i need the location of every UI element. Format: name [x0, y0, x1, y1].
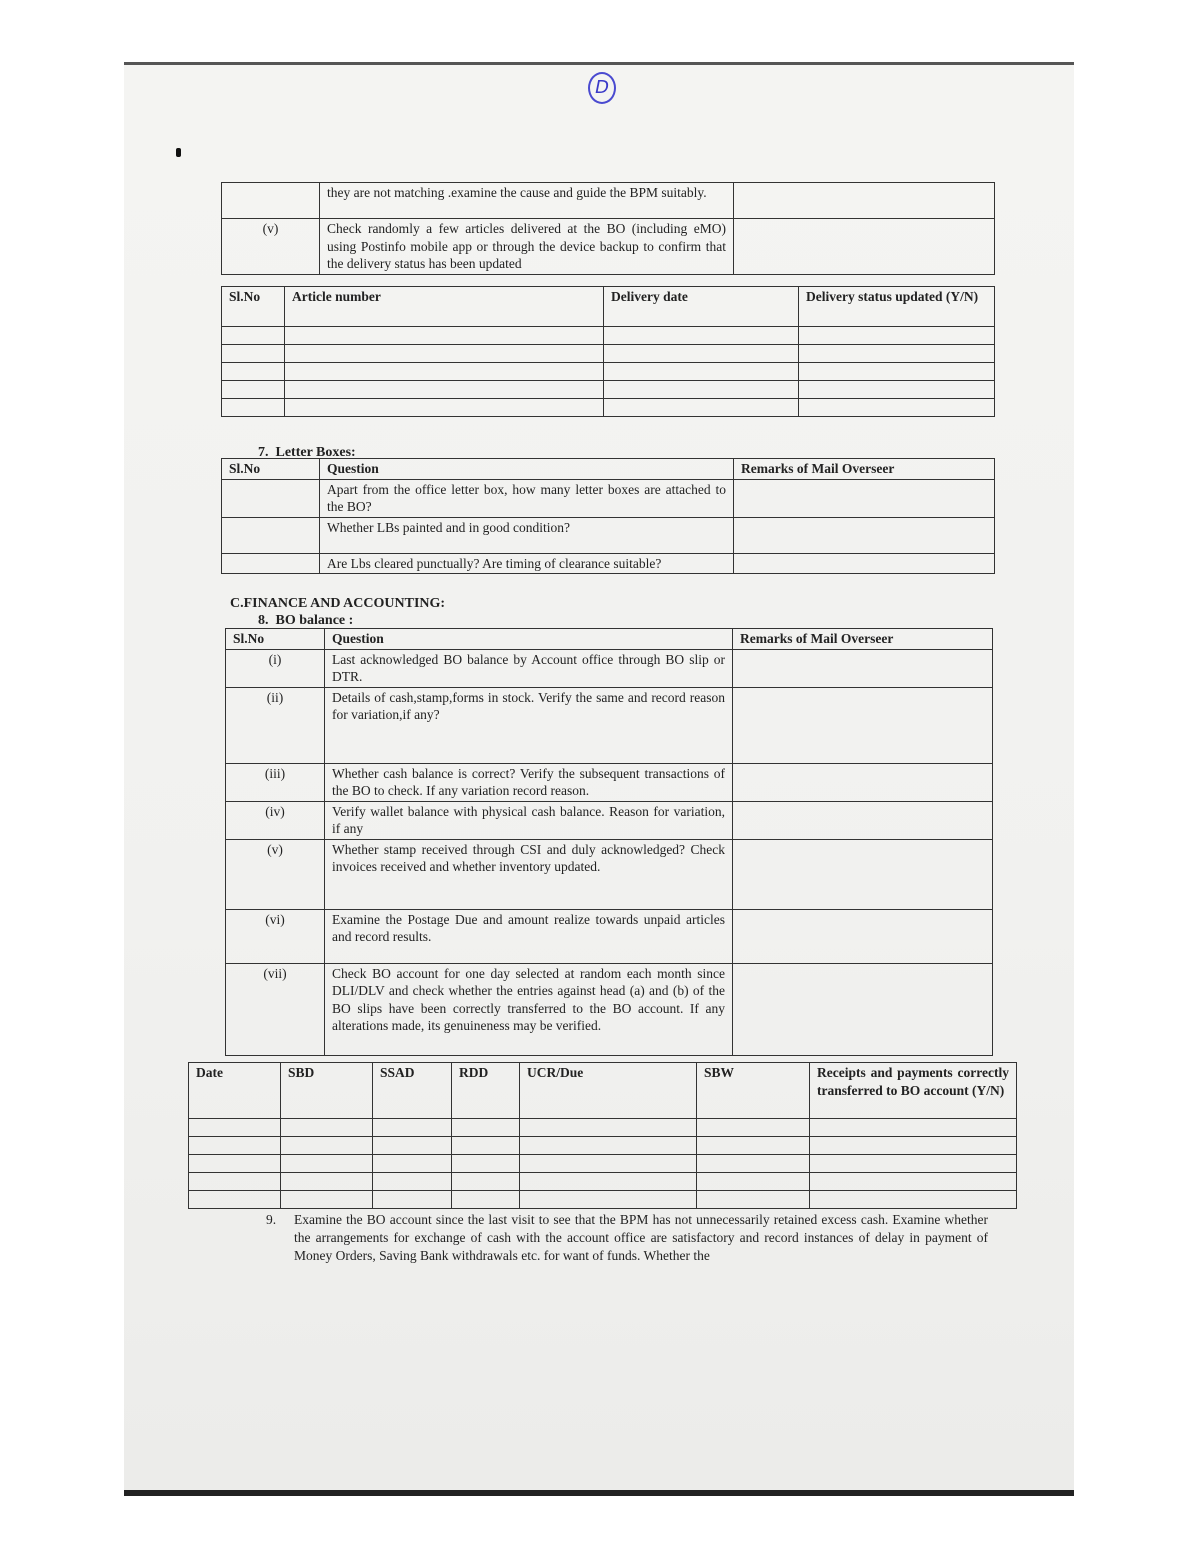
- table-row: [222, 363, 995, 381]
- header-sbw: SBW: [697, 1063, 810, 1119]
- header-delivery-status: Delivery status updated (Y/N): [799, 287, 995, 327]
- section-8-heading: [258, 613, 353, 629]
- header-slno: Sl.No: [222, 287, 285, 327]
- remarks-cell: [733, 687, 993, 763]
- section-c-heading: C.FINANCE AND ACCOUNTING:: [230, 596, 446, 611]
- header-remarks: Remarks of Mail Overseer: [734, 459, 995, 480]
- table-header-row: [222, 459, 995, 480]
- header-date: Date: [189, 1063, 281, 1119]
- sl-cell: (v): [222, 219, 320, 275]
- table-row: [226, 909, 993, 963]
- header-slno: Sl.No: [226, 629, 325, 650]
- table-row: [226, 801, 993, 839]
- page-mark: D: [588, 72, 616, 104]
- sl-cell: [222, 183, 320, 219]
- sl-cell: (vi): [226, 909, 325, 963]
- bo-balance-table: [225, 628, 993, 1056]
- remarks-cell: [733, 839, 993, 909]
- question-cell: Are Lbs cleared punctually? Are timing of clearance suitable?: [320, 553, 734, 574]
- table-row: [226, 763, 993, 801]
- question-cell: they are not matching .examine the cause and guide the BPM suitably.: [320, 183, 734, 219]
- section-number: 8.: [258, 613, 269, 628]
- header-delivery-date: Delivery date: [604, 287, 799, 327]
- header-rdd: RDD: [452, 1063, 520, 1119]
- remarks-cell: [733, 801, 993, 839]
- remarks-cell: [733, 649, 993, 687]
- table-row: [226, 963, 993, 1055]
- table-row: [189, 1119, 1017, 1137]
- table-row: [222, 381, 995, 399]
- remarks-cell: [734, 219, 995, 275]
- question-cell: Check BO account for one day selected at random each month since DLI/DLV and check whether the entries against head (a) and (b) of the BO slips have been correctly transferred to the BO account. If any alterations made, its genuineness may be verified.: [325, 963, 733, 1055]
- item-9-paragraph: [266, 1211, 988, 1264]
- remarks-cell: [733, 909, 993, 963]
- table-row: [222, 219, 995, 275]
- header-question: Question: [320, 459, 734, 480]
- header-ssad: SSAD: [373, 1063, 452, 1119]
- header-article-number: Article number: [285, 287, 604, 327]
- remarks-cell: [733, 963, 993, 1055]
- remarks-cell: [733, 763, 993, 801]
- sl-cell: (v): [226, 839, 325, 909]
- header-question: Question: [325, 629, 733, 650]
- table-header-row: [189, 1063, 1017, 1119]
- prev-table: [221, 182, 995, 275]
- table-row: [222, 183, 995, 219]
- question-cell: Apart from the office letter box, how many letter boxes are attached to the BO?: [320, 479, 734, 517]
- question-cell: Verify wallet balance with physical cash balance. Reason for variation, if any: [325, 801, 733, 839]
- table-row: [226, 649, 993, 687]
- sl-cell: (iii): [226, 763, 325, 801]
- sl-cell: [222, 517, 320, 553]
- ink-mark: [176, 148, 181, 157]
- sl-cell: (ii): [226, 687, 325, 763]
- section-title: BO balance :: [275, 613, 354, 628]
- header-ucr-due: UCR/Due: [520, 1063, 697, 1119]
- account-table: [188, 1062, 1017, 1209]
- table-row: [222, 517, 995, 553]
- table-row: [189, 1137, 1017, 1155]
- table-row: [189, 1191, 1017, 1209]
- table-row: [222, 345, 995, 363]
- question-cell: Last acknowledged BO balance by Account office through BO slip or DTR.: [325, 649, 733, 687]
- item-number: 9.: [266, 1212, 277, 1227]
- sl-cell: [222, 479, 320, 517]
- table-row: [222, 479, 995, 517]
- header-remarks: Remarks of Mail Overseer: [733, 629, 993, 650]
- table-row: [226, 839, 993, 909]
- question-cell: Whether stamp received through CSI and duly acknowledged? Check invoices received and whether inventory updated.: [325, 839, 733, 909]
- item-text: Examine the BO account since the last visit to see that the BPM has not unnecessarily retained excess cash. Examine whether the arrangements for exchange of cash with the account office are satisfactory and record instances of delay in payment of Money Orders, Saving Bank withdrawals etc. for want of funds. Whether the: [294, 1212, 988, 1263]
- question-cell: Whether cash balance is correct? Verify the subsequent transactions of the BO to check. If any variation record reason.: [325, 763, 733, 801]
- question-cell: Details of cash,stamp,forms in stock. Verify the same and record reason for variation,if any?: [325, 687, 733, 763]
- table-header-row: [222, 287, 995, 327]
- letter-boxes-table: [221, 458, 995, 574]
- sl-cell: (vii): [226, 963, 325, 1055]
- header-slno: Sl.No: [222, 459, 320, 480]
- table-header-row: [226, 629, 993, 650]
- section-number: 7.: [258, 445, 269, 460]
- remarks-cell: [734, 479, 995, 517]
- table-row: [226, 687, 993, 763]
- sl-cell: [222, 553, 320, 574]
- table-row: [222, 327, 995, 345]
- question-cell: Examine the Postage Due and amount realize towards unpaid articles and record results.: [325, 909, 733, 963]
- header-receipts-payments: Receipts and payments correctly transferred to BO account (Y/N): [810, 1063, 1017, 1119]
- header-sbd: SBD: [281, 1063, 373, 1119]
- sl-cell: (i): [226, 649, 325, 687]
- question-cell: Check randomly a few articles delivered at the BO (including eMO) using Postinfo mobile app or through the device backup to confirm that the delivery status has been updated: [320, 219, 734, 275]
- table-row: [189, 1173, 1017, 1191]
- delivery-table: [221, 286, 995, 417]
- table-row: [222, 553, 995, 574]
- table-row: [189, 1155, 1017, 1173]
- table-row: [222, 399, 995, 417]
- section-title: Letter Boxes:: [275, 445, 356, 460]
- remarks-cell: [734, 517, 995, 553]
- remarks-cell: [734, 183, 995, 219]
- sl-cell: (iv): [226, 801, 325, 839]
- remarks-cell: [734, 553, 995, 574]
- question-cell: Whether LBs painted and in good condition?: [320, 517, 734, 553]
